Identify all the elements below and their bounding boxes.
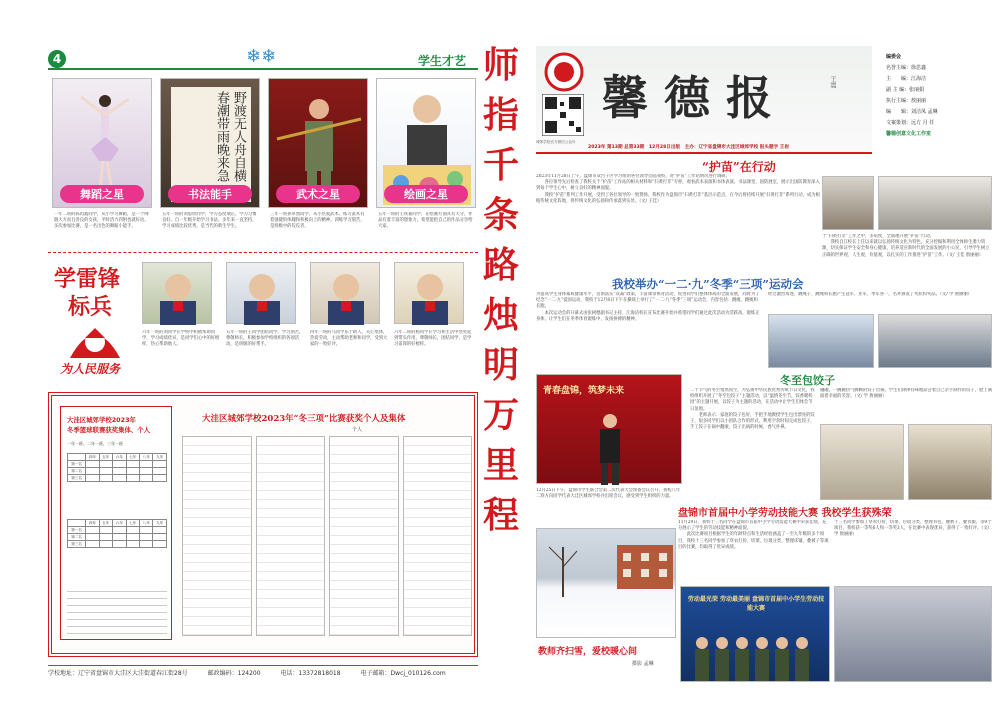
editorial-line-1: 名誉主编：徐思鑫 xyxy=(886,65,927,71)
story4-title: 盘锦市首届中小学劳动技能大赛 我校学生获殊荣 xyxy=(678,508,892,519)
labor-contest-photo-2 xyxy=(834,586,992,682)
leifeng-title-line2: 标兵 xyxy=(68,294,113,320)
leifeng-text-3: 四年一班的马同学乐于助人，关心集体，热爱劳动，主动帮助老师和同学，受到大家的一致好评。 xyxy=(310,330,388,348)
footer-email: 电子邮箱：Dwcj_010126.com xyxy=(360,670,446,677)
leifeng-title-line1: 学雷锋 xyxy=(54,266,121,292)
story2-title: 我校举办“一二·九”冬季“三项”运动会 xyxy=(612,277,804,291)
labor-poster-text: 劳动最光荣 劳动最美丽 盘锦市首届中小学生劳动技能大赛 xyxy=(687,596,825,612)
result-column-1 xyxy=(182,436,252,636)
story1-text-right: 于“扫黄打非”工作之中，多角度、全面地开展“护苗”行动。 我校自江校长上任以来就以弘扬传统文化为特色，充分挖掘和利用全体师生潜力资源，切实保证学生安全和身心健康，培养适应新时代的全面发展的小公民，引导学生树立正确的世界观、人生观、价值观，以扎实的工作推进“护苗”工作。（文/ 王佳 敖丽丽） xyxy=(822,234,990,258)
award-groups: 一年一班、二年一班、三年一班 xyxy=(67,441,123,446)
center-banner xyxy=(481,40,521,680)
editorial-line-5: 编 辑：刘洁凤 孟琳 xyxy=(886,109,938,115)
page-number: 4 xyxy=(52,52,62,66)
leifeng-text-1: 六年一班的刘同学在学校中积极帮助同学，学习成绩优异，是同学们心中的好榜样，热心帮助他人。 xyxy=(142,330,220,348)
talent-label-martial: 武术之星 xyxy=(276,185,360,203)
leifeng-photo-2 xyxy=(226,262,296,324)
leifeng-photo-4 xyxy=(394,262,464,324)
story2-photo-1 xyxy=(768,314,874,368)
story1-photo xyxy=(822,176,874,230)
editorial-line-3: 副 主 编：张丽娟 xyxy=(886,87,925,93)
result-column-3 xyxy=(329,436,399,636)
right-page xyxy=(522,0,1000,707)
leifeng-text-4: 六年二班的杨同学在学习和生活中处处起到带头作用，尊敬师长，团结同学，是学习雷锋的好榜样。 xyxy=(394,330,472,348)
footer-address: 学校地址：辽宁省盘锦市大洼区大洼街道春江街28号 xyxy=(48,670,188,677)
editorial-line-2: 主 编：江海洁 xyxy=(886,76,927,82)
banner-char-5: 路 xyxy=(482,244,519,286)
result-column-2 xyxy=(256,436,326,636)
footer-phone: 电话：13372818018 xyxy=(280,670,341,677)
left-page xyxy=(0,0,480,707)
studio-name: 馨德创意文化工作室 xyxy=(886,131,932,137)
left-footer xyxy=(48,665,478,679)
talent-text-martial: 三年一班孙卓然同学，从小热爱武术，练习武术有着强健的体魄和积极向上的精神。训练学习刻苦，是班级中的佼佼者。 xyxy=(270,212,365,230)
story2-text: 为提高学生身体素质健康水平，贯彻落实“双减”政策，丰富课余体育活动，促进同学们整体体质的全面发展，同时为了纪念“一二·九”爱国运动，我校于12月8日下午在操场上举行了“一二·九”冬季“三项”运动会，内容包括：跳绳、跳绳和长跑。 本次运动会的开幕式由张树德副书记主持，江海洁校长宣布比赛开始并希望同学们通过此次活动为活跃高，锻炼正身体，让学生们在冬季体育锻炼中，发扬拼搏的精神。 xyxy=(536,292,760,322)
talent-label-calligraphy: 书法能手 xyxy=(168,185,252,203)
editorial-box xyxy=(882,52,992,154)
qr-label: 城郊学校官方微信公众号 xyxy=(536,140,576,144)
story1-text: 2023年11月28日上午，盘锦市双台子区学习组的各位领导莅临我校，对“护苗”工作站情况进行调研。 各位领导先后检查了我校关于“护苗”工作站的相关材料和“扫黄打非”专柜，观看武术表演和书体表演，书法课堂，国防展室，展示出国防教育深入到每个学生心中，树立良好的精神面貌。 我校“护苗”系列工作开展，受到了各位领导的一致赞扬。我校作为盘锦市“扫黄打非”基层示范点，在今后将持续开展“扫黄打非”系列行动，成为根植传统文化阵地，将传统文化的弘扬和传承落到实处。（文/ 王佳） xyxy=(536,174,820,204)
snowflake-icon: ❄❄ xyxy=(246,46,277,67)
award-header: 大洼区城郊学校2023年“冬三项”比赛获奖个人及集体 xyxy=(202,414,406,424)
banner-char-10: 程 xyxy=(482,494,519,536)
leifeng-photo-1 xyxy=(142,262,212,324)
banner-char-9: 里 xyxy=(482,444,519,486)
banner-char-4: 条 xyxy=(482,194,519,236)
snow-sweeping-photo xyxy=(536,528,676,638)
masthead-title: 馨德报 xyxy=(602,71,788,125)
banner-char-7: 明 xyxy=(482,344,519,386)
story3-title: 冬至包饺子 xyxy=(780,374,835,387)
section-divider xyxy=(48,252,478,253)
award-sub-label: 个人 xyxy=(352,427,363,433)
story4-text: 11月29日，我校十三名同学在盘锦市首届中小学劳动技能大赛中荣获佳绩，充分展示了学生的劳动技能和精神面貌。 此次比赛项目根据学生的年龄特点和生活经验涵盖了一至九年级的多个项目，我校十三名同学参加了穿衣打扮、切菜、垃圾分类、整理床铺、叠被子等项目的比赛，均取得了优异成绩。 xyxy=(678,520,829,550)
snow-caption: 教师齐扫雪，爱校暖心间 xyxy=(538,647,638,657)
award-subcert-title-2: 冬季篮球联赛获奖集体、个人 xyxy=(67,426,151,434)
talent-label-dance: 舞蹈之星 xyxy=(60,185,144,203)
footer-postcode: 邮政编码：124200 xyxy=(207,670,261,677)
leifeng-photo-3 xyxy=(310,262,380,324)
tree-icon xyxy=(543,537,583,597)
students-group-icon xyxy=(691,633,821,681)
award-subcert-lines xyxy=(67,585,167,635)
leifeng-portrait-icon xyxy=(60,318,130,360)
snow-credit: 摄影 孟琳 xyxy=(632,661,654,667)
award-certificate xyxy=(48,392,478,657)
banner-char-3: 千 xyxy=(482,144,519,186)
youth-banner-text: 青春盘锦，筑梦未来 xyxy=(543,386,625,396)
youth-congress-caption: 12月25日下午，盘锦市学生联合会第二次代表大会预备会议召开，我校八年二班方向同学代表大洼区城郊学校并出席会议，感受到学生组织的力量。 xyxy=(536,488,681,500)
school-building-icon xyxy=(617,539,673,589)
story1-title: “护苗”在行动 xyxy=(702,160,776,174)
talent-text-calligraphy: 五年一班的刘思欣同学，学习态度端正，学习习惯良好。自一年级开始学习书法，多年来一直坚持，学习成绩比较优秀，是当代的新生学生。 xyxy=(162,212,257,230)
story2-photo-2 xyxy=(878,314,992,368)
award-results xyxy=(182,436,472,636)
banner-char-2: 指 xyxy=(482,94,519,136)
story3-text: 二十节气的冬至悄然而至，为弘扬中华民族优秀传统节日文化，我校组织开展了“冬至包饺子”主题活动，以“温情冬至节，饺香暖校园”的主题开展，以饺子为主题的活动，在活动中让学生们体会节日氛围。 老师表示：家庭的饺子包好，手把手地教授学生包出漂亮的饺子，很多同学们以小团队合作的形式，利用空余时间完成包饺子，手工饺子在锅中翻滚，饺子出锅的时候，香气扑鼻。 xyxy=(690,388,815,431)
story1-photo-2 xyxy=(878,176,992,230)
story2-text-right: 经过激烈角逐，跳绳子、跳绳和长跑产生冠军、亚军、季军各一，名并颁发了奖状和奖品。（文/ 学 敖丽丽） xyxy=(768,292,972,297)
banner-char-6: 烛 xyxy=(482,294,519,336)
editorial-line-4: 执行主编：敖丽丽 xyxy=(886,98,927,104)
issue-info: 2023年 第13期 总第33期 12月28日出版 主办：辽宁省盘锦市大洼区城郊学校 报头题字 王岩 xyxy=(588,145,789,150)
talent-label-painting: 绘画之星 xyxy=(384,185,468,203)
labor-contest-photo-1 xyxy=(680,586,830,682)
student-figure-icon xyxy=(595,411,625,485)
editorial-title: 编委会 xyxy=(886,54,902,60)
calligraphy-scroll: 野渡无人舟自横 春潮带雨晚来急 xyxy=(171,87,251,202)
talent-text-dance: 一年二班的陈再鑫同学，从小学习舞蹈，是一个帅烟大方而且善良的女孩，平时活力四射也就好动。多次参加比赛，是一名出色的舞蹈小能手。 xyxy=(54,212,149,230)
dumpling-photo-1 xyxy=(820,424,904,500)
award-subcert-title-1: 大洼区城郊学校2023年 xyxy=(67,416,136,424)
section-title: 学生才艺 xyxy=(418,54,467,68)
banner-char-1: 师 xyxy=(482,44,519,86)
header-rule xyxy=(48,68,478,70)
qr-code-icon xyxy=(542,94,584,136)
award-subcert-table-1: 四年 五年 六年 七年 八年 九年 第一名 第二名 第三名 xyxy=(67,453,167,482)
talent-text-painting: 五年一班的王铁嘉同学，在绘画方面具有天分，作品有着丰富的想象力，希望能把自己的作品分享给大家。 xyxy=(378,212,473,230)
masthead-note: 王震 xyxy=(829,76,836,88)
page-number-badge xyxy=(48,50,66,68)
editorial-line-6: 文案策划：远方 月 任 xyxy=(886,120,935,126)
story4-text-right: 十三名同学参加了穿衣打扮、切菜、垃圾分类、整理书包、叠被子、叠衣服、等9个项目，我校获一等奖6人和一等奖3人，在比赛中表现优异，获得了一致好评。（文/ 学 敖丽丽） xyxy=(834,520,992,538)
award-subcert-table-2: 四年 五年 六年 七年 八年 九年 第一名 第二名 第三名 xyxy=(67,519,167,548)
result-column-4 xyxy=(403,436,473,636)
school-emblem-icon xyxy=(544,52,584,92)
leifeng-text-2: 五年一班的王同学团结同学，学习刻苦，尊敬师长，积极参加学校组织的各项活动，是班级的好帮手。 xyxy=(226,330,304,348)
youth-congress-photo xyxy=(536,374,682,484)
banner-char-8: 万 xyxy=(482,394,519,436)
dumpling-photo-2 xyxy=(908,424,992,500)
award-subcert xyxy=(60,406,172,640)
leifeng-slogan: 为人民服务 xyxy=(60,362,121,376)
story3-text-right: 融融，一碗碗热气腾腾的饺子出锅，学生们津津有味地品尝着自己亲手制作的饺子，脸上满溢着幸福的笑容。（文/ 学 敖丽丽） xyxy=(820,388,992,400)
